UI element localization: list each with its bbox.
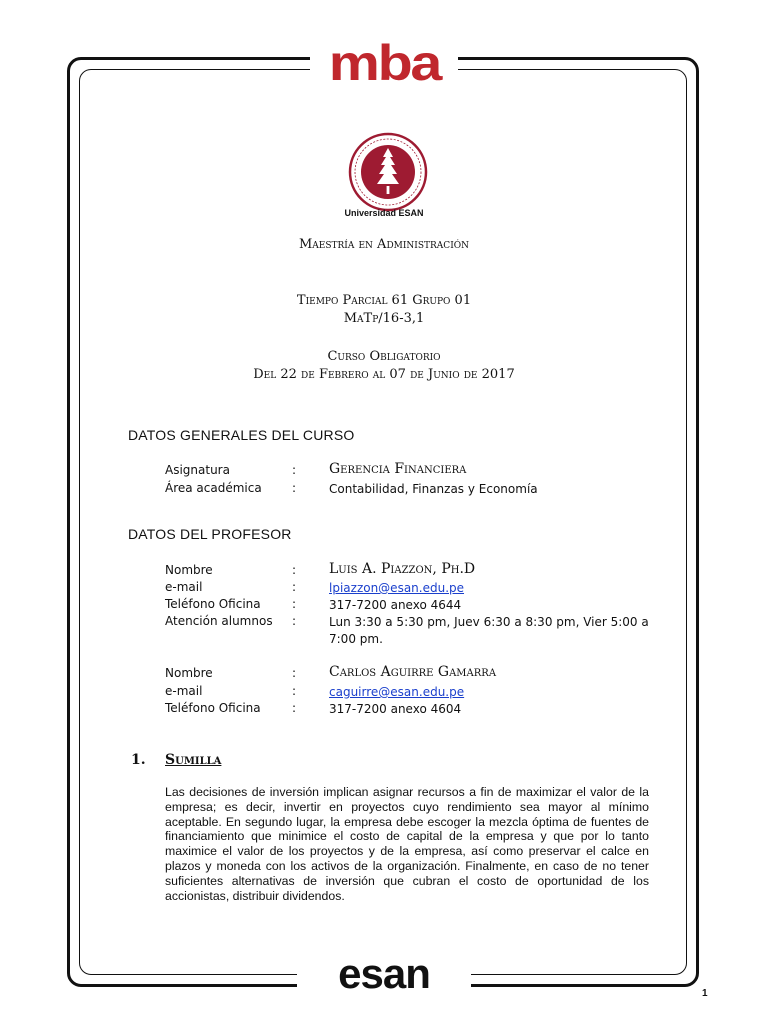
general-data-heading: DATOS GENERALES DEL CURSO [128,427,355,443]
prof1-hours: Lun 3:30 a 5:30 pm, Juev 6:30 a 8:30 pm, Vier 5:00 a 7:00 pm. [329,615,649,646]
prof1-hours-label: Atención alumnos [165,614,273,628]
colon: : [292,563,297,577]
professor-heading: DATOS DEL PROFESOR [128,526,292,542]
program-title: Maestría en Administración [298,237,470,252]
prof1-phone: 317-7200 anexo 4644 [329,598,462,612]
course-dates: Del 22 de Febrero al 07 de Junio de 2017 [253,367,515,382]
prof1-phone-label: Teléfono Oficina [165,597,261,611]
prof2-email-link[interactable]: caguirre@esan.edu.pe [329,685,465,699]
prof1-name: Luis A. Piazzon, Ph.D [329,561,476,577]
cohort-line-2: MaTp/16-3,1 [343,311,425,326]
cohort-line-1: Tiempo Parcial 61 Grupo 01 [296,293,472,308]
colon: : [292,481,297,495]
subject-value: Gerencia Financiera [329,461,467,477]
prof1-name-label: Nombre [165,563,213,577]
esan-logo: esan [297,952,471,1000]
colon: : [292,614,297,628]
colon: : [292,701,297,715]
prof2-email-label: e-mail [165,684,203,698]
university-seal-icon [348,132,428,212]
colon: : [292,666,297,680]
section-title: Sumilla [165,752,222,768]
prof1-email-link[interactable]: lpiazzon@esan.edu.pe [329,581,465,595]
course-type: Curso Obligatorio [327,349,441,364]
prof2-phone-label: Teléfono Oficina [165,701,261,715]
prof2-name: Carlos Aguirre Gamarra [329,664,497,680]
colon: : [292,597,297,611]
prof2-phone: 317-7200 anexo 4604 [329,702,462,716]
sumilla-paragraph: Las decisiones de inversión implican asignar recursos a fin de maximizar el valor de la empresa; es decir, invertir en proyectos cuyo rendimiento sea mayor al mínimo aceptable. En segundo lugar, la empresa debe escoger la mezcla óptima de fuentes de financiamiento que minimice el costo de capital de la empresa y que por lo tanto maximice el valor de los proyectos y de la empresa, así como preservar el calce en plazos y moneda con los activos de la organización. Finalmente, en caso de no tener suficientes alternativas de inversión que cubran el costo de oportunidad de los accionistas, distribuir dividendos. [165,785,649,903]
area-label: Área académica [165,481,262,495]
section-number: 1. [131,752,146,768]
colon: : [292,463,297,477]
mba-logo: mba [310,38,458,88]
prof2-name-label: Nombre [165,666,213,680]
colon: : [292,580,297,594]
prof1-email-label: e-mail [165,580,203,594]
subject-label: Asignatura [165,463,230,477]
page-number: 1 [702,988,708,999]
area-value: Contabilidad, Finanzas y Economía [329,482,538,496]
university-name: Universidad ESAN [344,208,424,218]
colon: : [292,684,297,698]
